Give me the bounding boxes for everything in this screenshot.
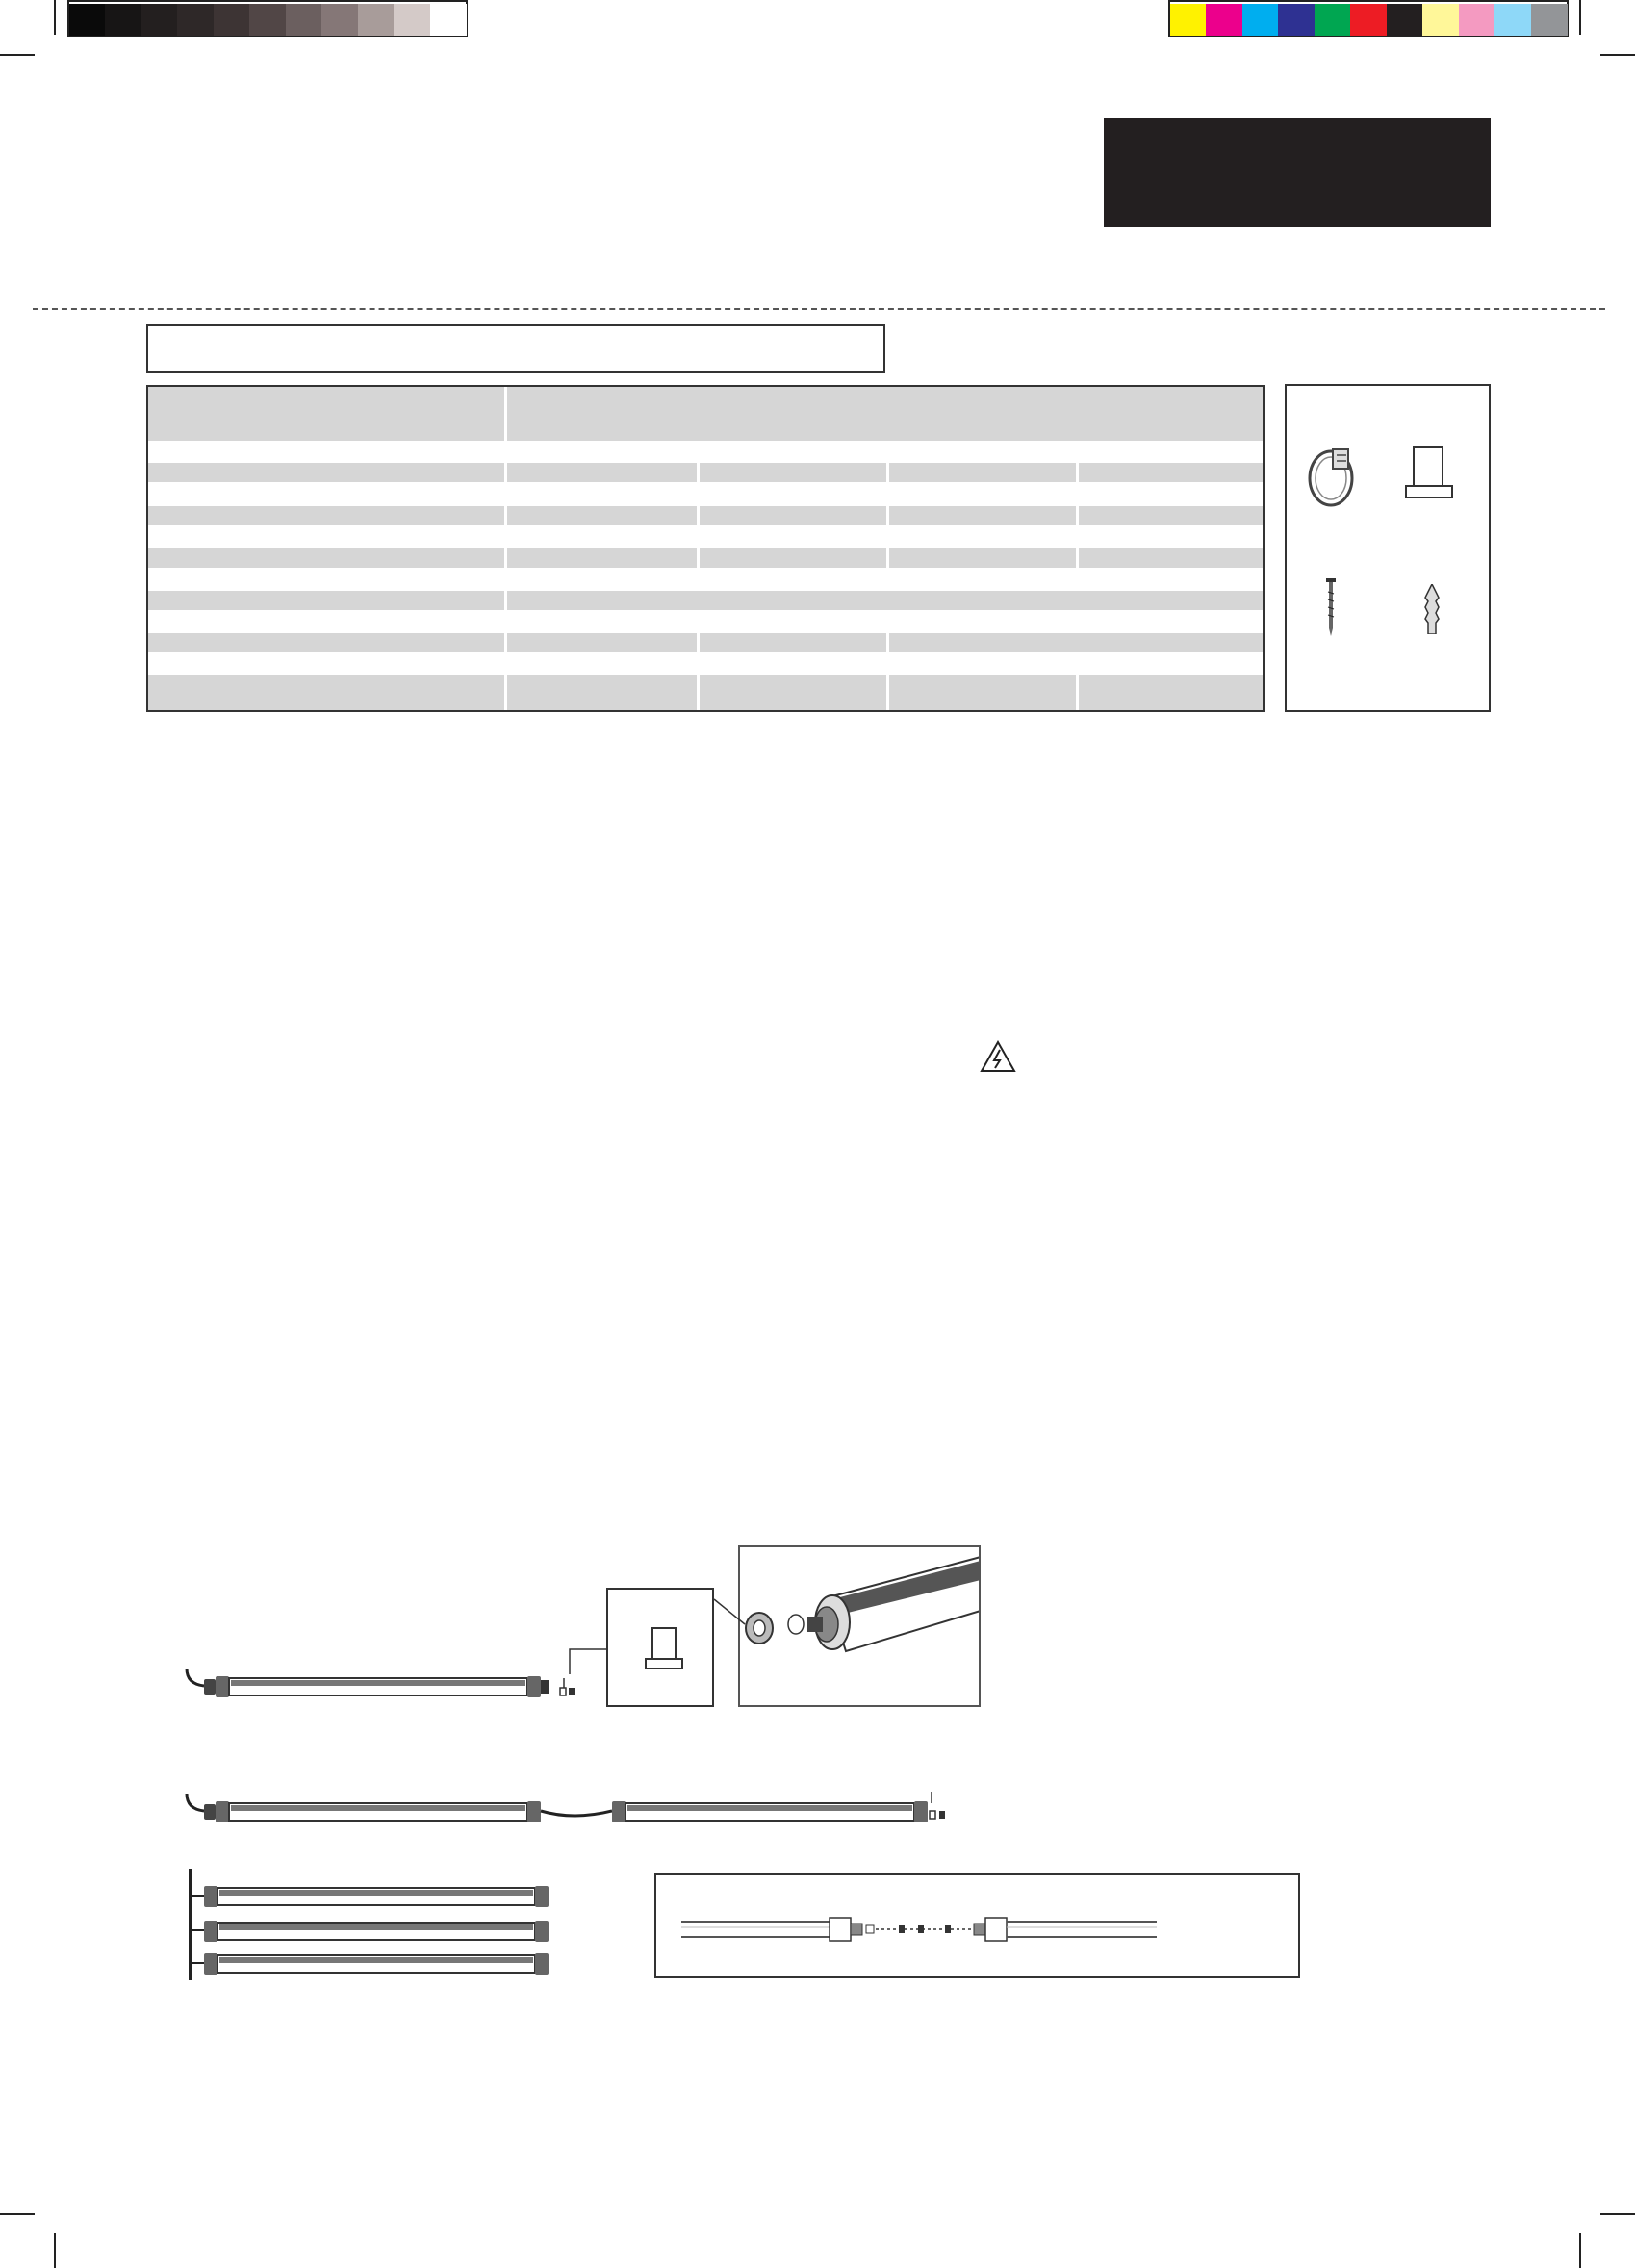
dashed-separator: [33, 308, 1605, 310]
table-cell: [889, 506, 1076, 525]
table-cell: [889, 633, 1265, 652]
table-cell: [507, 675, 697, 710]
table-cell: [507, 570, 1265, 589]
color-swatch: [249, 4, 286, 36]
color-swatch: [1494, 4, 1531, 36]
table-cell: [148, 612, 504, 631]
crop-mark: [1579, 0, 1581, 35]
color-swatch: [358, 4, 395, 36]
color-swatch: [214, 4, 250, 36]
specification-table: [146, 385, 1265, 712]
table-cell: [700, 548, 886, 568]
table-cell: [148, 570, 504, 589]
table-cell: [889, 548, 1076, 568]
table-cell: [507, 654, 1265, 674]
crop-mark: [1600, 54, 1635, 56]
end-cap-icon: [1404, 444, 1458, 501]
table-cell: [700, 463, 886, 482]
parallel-tubes-figure: [185, 1867, 562, 1982]
table-cell: [507, 441, 697, 461]
table-cell: [1079, 527, 1265, 547]
grayscale-calibration-bar: [67, 0, 468, 37]
color-swatch: [1531, 4, 1568, 36]
table-cell: [148, 654, 504, 674]
color-swatch: [394, 4, 430, 36]
table-cell: [148, 463, 504, 482]
table-cell: [889, 484, 1076, 504]
color-swatch: [141, 4, 178, 36]
table-cell: [889, 441, 1076, 461]
linked-tubes-figure: [179, 1788, 955, 1838]
table-cell: [507, 484, 697, 504]
color-calibration-bar: [1168, 0, 1569, 37]
color-swatch: [1422, 4, 1459, 36]
table-cell: [507, 591, 1265, 610]
table-cell: [148, 527, 504, 547]
crop-mark: [1579, 2233, 1581, 2268]
table-cell: [1079, 506, 1265, 525]
table-cell: [148, 548, 504, 568]
electric-hazard-warning-icon: [980, 1040, 1016, 1073]
closeup-pointer-line: [712, 1597, 747, 1626]
color-swatch: [321, 4, 358, 36]
crop-mark: [54, 0, 56, 35]
hose-clamp-icon: [1302, 440, 1366, 513]
single-tube-installation-figure: [179, 1663, 595, 1713]
color-swatch: [105, 4, 141, 36]
table-cell: [507, 633, 697, 652]
table-cell: [700, 675, 886, 710]
table-cell: [700, 506, 886, 525]
table-cell: [148, 675, 504, 710]
table-cell: [889, 675, 1076, 710]
table-cell: [148, 441, 504, 461]
wall-plug-icon: [1423, 584, 1441, 634]
color-swatch: [1170, 4, 1207, 36]
section-title-box: [146, 324, 885, 373]
table-cell: [148, 591, 504, 610]
table-cell: [507, 548, 697, 568]
color-swatch: [1387, 4, 1423, 36]
crop-mark: [0, 2213, 35, 2215]
header-block: [1104, 118, 1491, 227]
table-header-left: [148, 387, 504, 441]
screw-icon: [1325, 578, 1337, 636]
end-cap-pointer-line: [568, 1645, 606, 1684]
table-cell: [700, 484, 886, 504]
color-swatch: [177, 4, 214, 36]
color-swatch: [1206, 4, 1242, 36]
table-header-right: [507, 387, 1265, 441]
end-cap-icon: [645, 1626, 685, 1672]
crop-mark: [1600, 2213, 1635, 2215]
table-cell: [700, 527, 886, 547]
tube-connection-detail-figure: [654, 1873, 1300, 1978]
color-swatch: [69, 4, 106, 36]
table-cell: [889, 527, 1076, 547]
table-cell: [1079, 548, 1265, 568]
accessories-box: [1285, 384, 1491, 712]
table-cell: [1079, 441, 1265, 461]
table-cell: [148, 633, 504, 652]
end-cap-detail-figure: [606, 1588, 714, 1707]
table-cell: [1079, 463, 1265, 482]
table-cell: [507, 527, 697, 547]
color-swatch: [1242, 4, 1279, 36]
table-cell: [889, 463, 1076, 482]
color-swatch: [1315, 4, 1351, 36]
crop-mark: [0, 54, 35, 56]
color-swatch: [430, 4, 467, 36]
connector-closeup-figure: [738, 1545, 981, 1707]
color-swatch: [1459, 4, 1495, 36]
table-cell: [507, 612, 1265, 631]
table-cell: [148, 484, 504, 504]
table-cell: [1079, 675, 1265, 710]
table-cell: [507, 506, 697, 525]
color-swatch: [286, 4, 322, 36]
color-swatch: [1278, 4, 1315, 36]
table-cell: [1079, 484, 1265, 504]
color-swatch: [1350, 4, 1387, 36]
table-cell: [700, 633, 886, 652]
table-cell: [148, 506, 504, 525]
table-cell: [507, 463, 697, 482]
crop-mark: [54, 2233, 56, 2268]
table-cell: [700, 441, 886, 461]
